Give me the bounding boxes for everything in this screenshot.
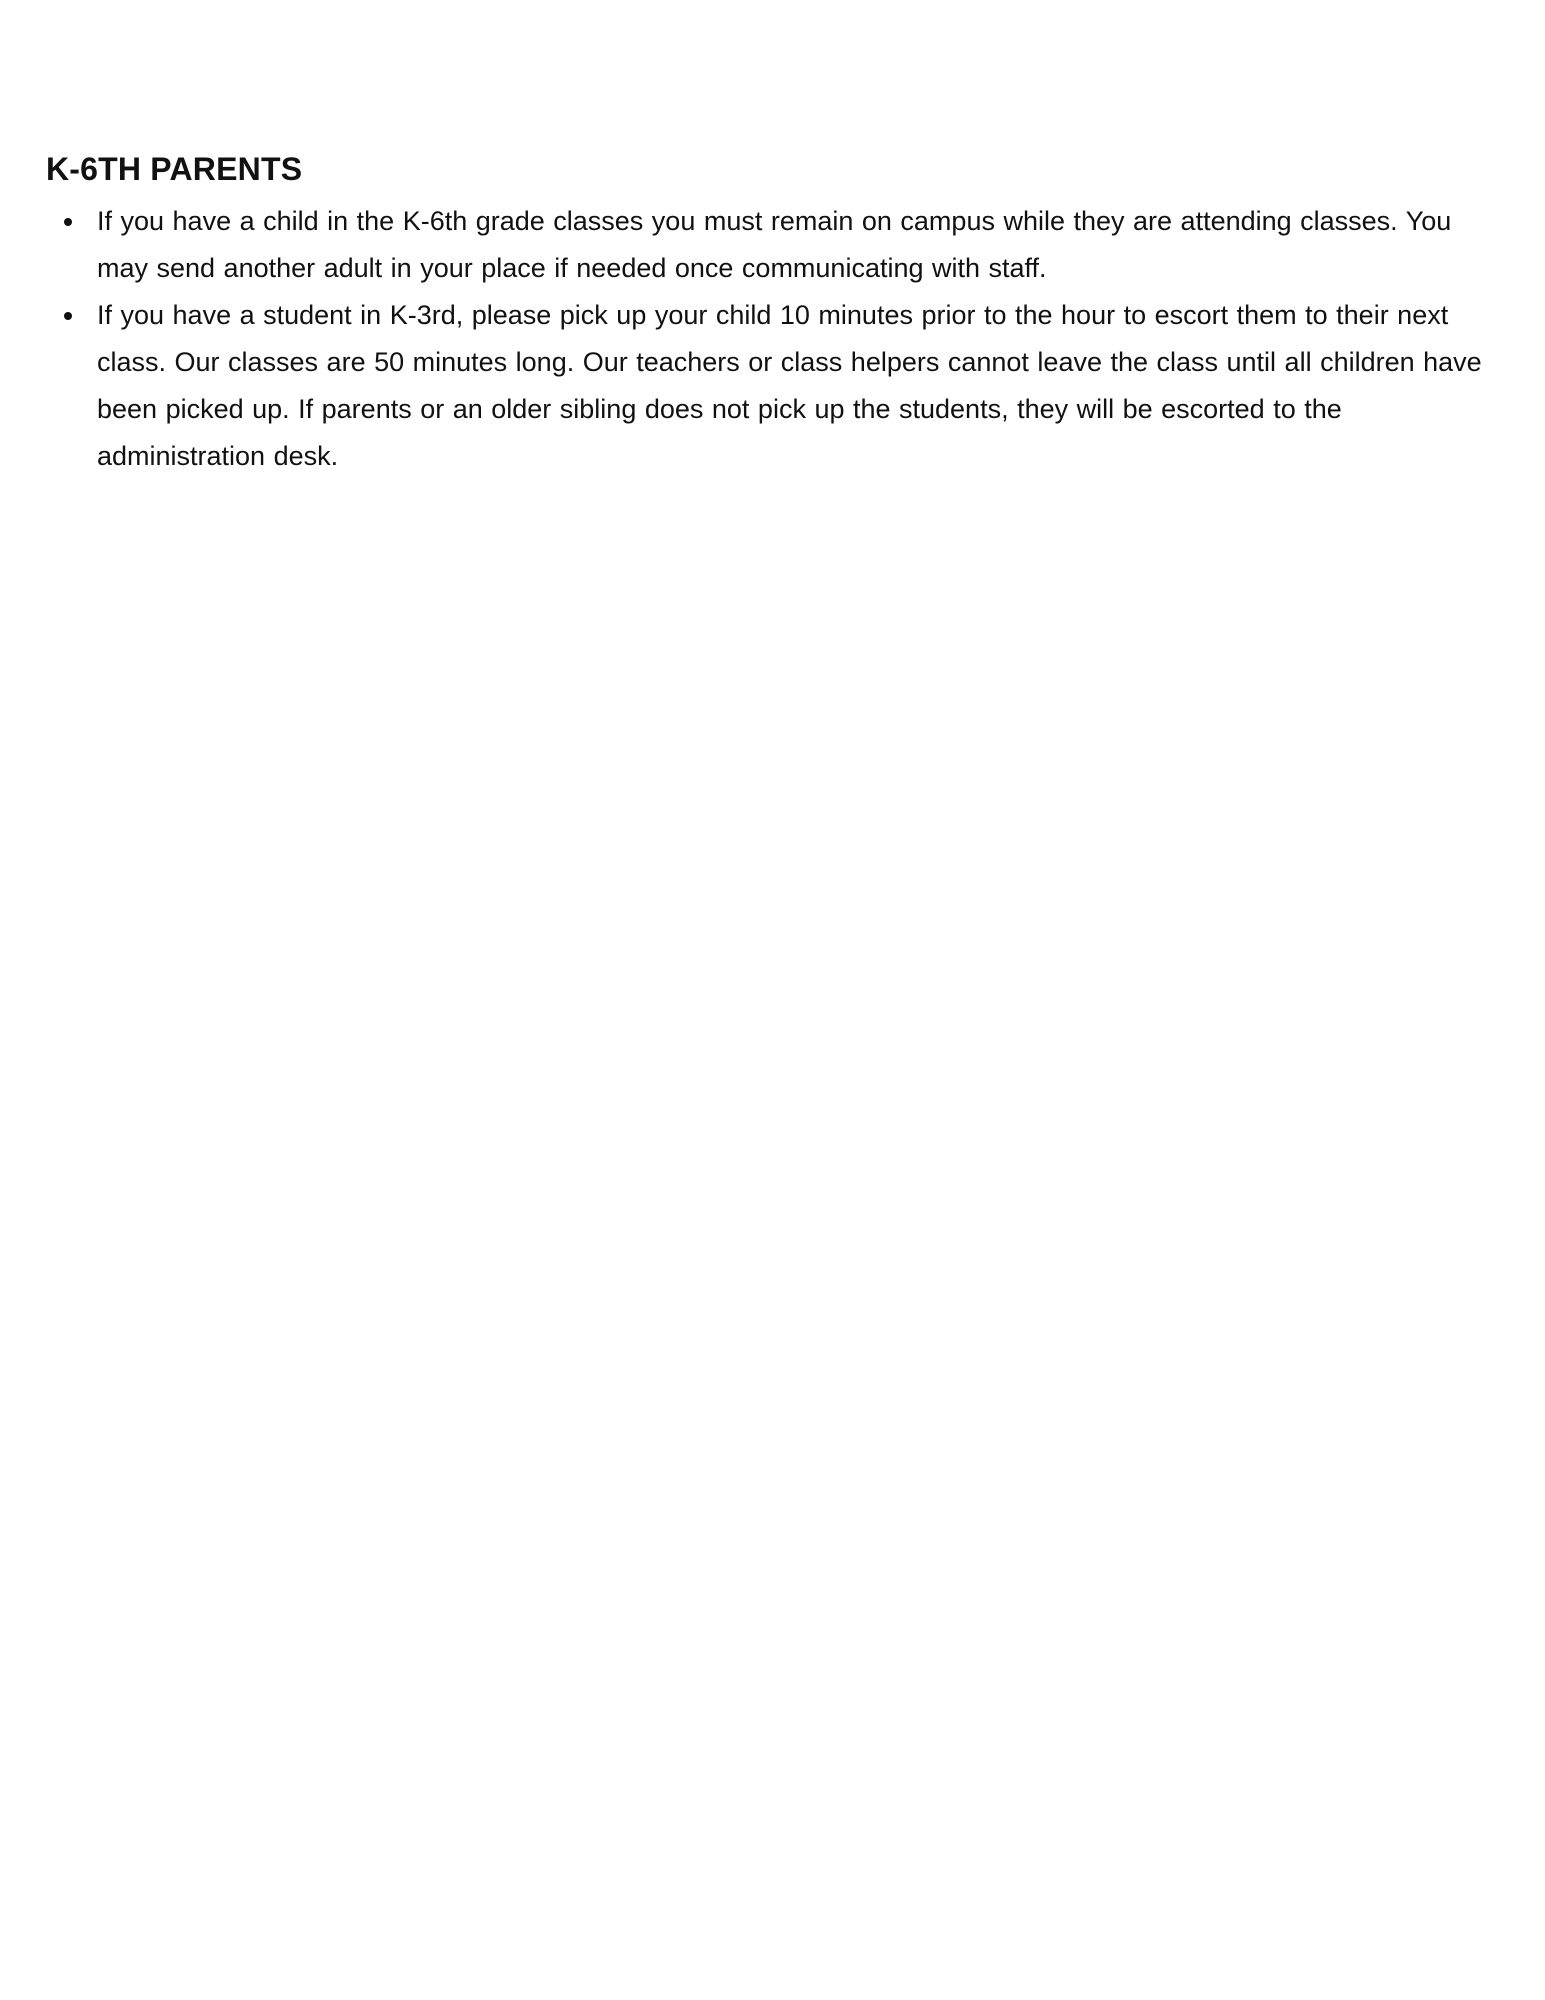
k6-parents-section bbox=[46, 150, 1486, 480]
bullet-item-campus-rule bbox=[46, 198, 1486, 292]
bullet-icon bbox=[64, 218, 72, 226]
bullet-text: If you have a student in K-3rd, please pick up your child 10 minutes prior to the hour to escort them to their next class. Our classes are 50 minutes long. Our teachers or class helpers cannot leave the class until all children have been picked up. If parents or an older sibling does not pick up the students, they will be escorted to the administration desk. bbox=[97, 300, 1482, 472]
bullet-list bbox=[46, 198, 1486, 480]
bullet-icon bbox=[64, 312, 72, 320]
bullet-item-pickup-rule bbox=[46, 292, 1486, 480]
bullet-text: If you have a child in the K-6th grade classes you must remain on campus while they are attending classes. You may send another adult in your place if needed once communicating with staff. bbox=[97, 206, 1452, 284]
section-heading: K-6TH PARENTS bbox=[46, 151, 303, 187]
